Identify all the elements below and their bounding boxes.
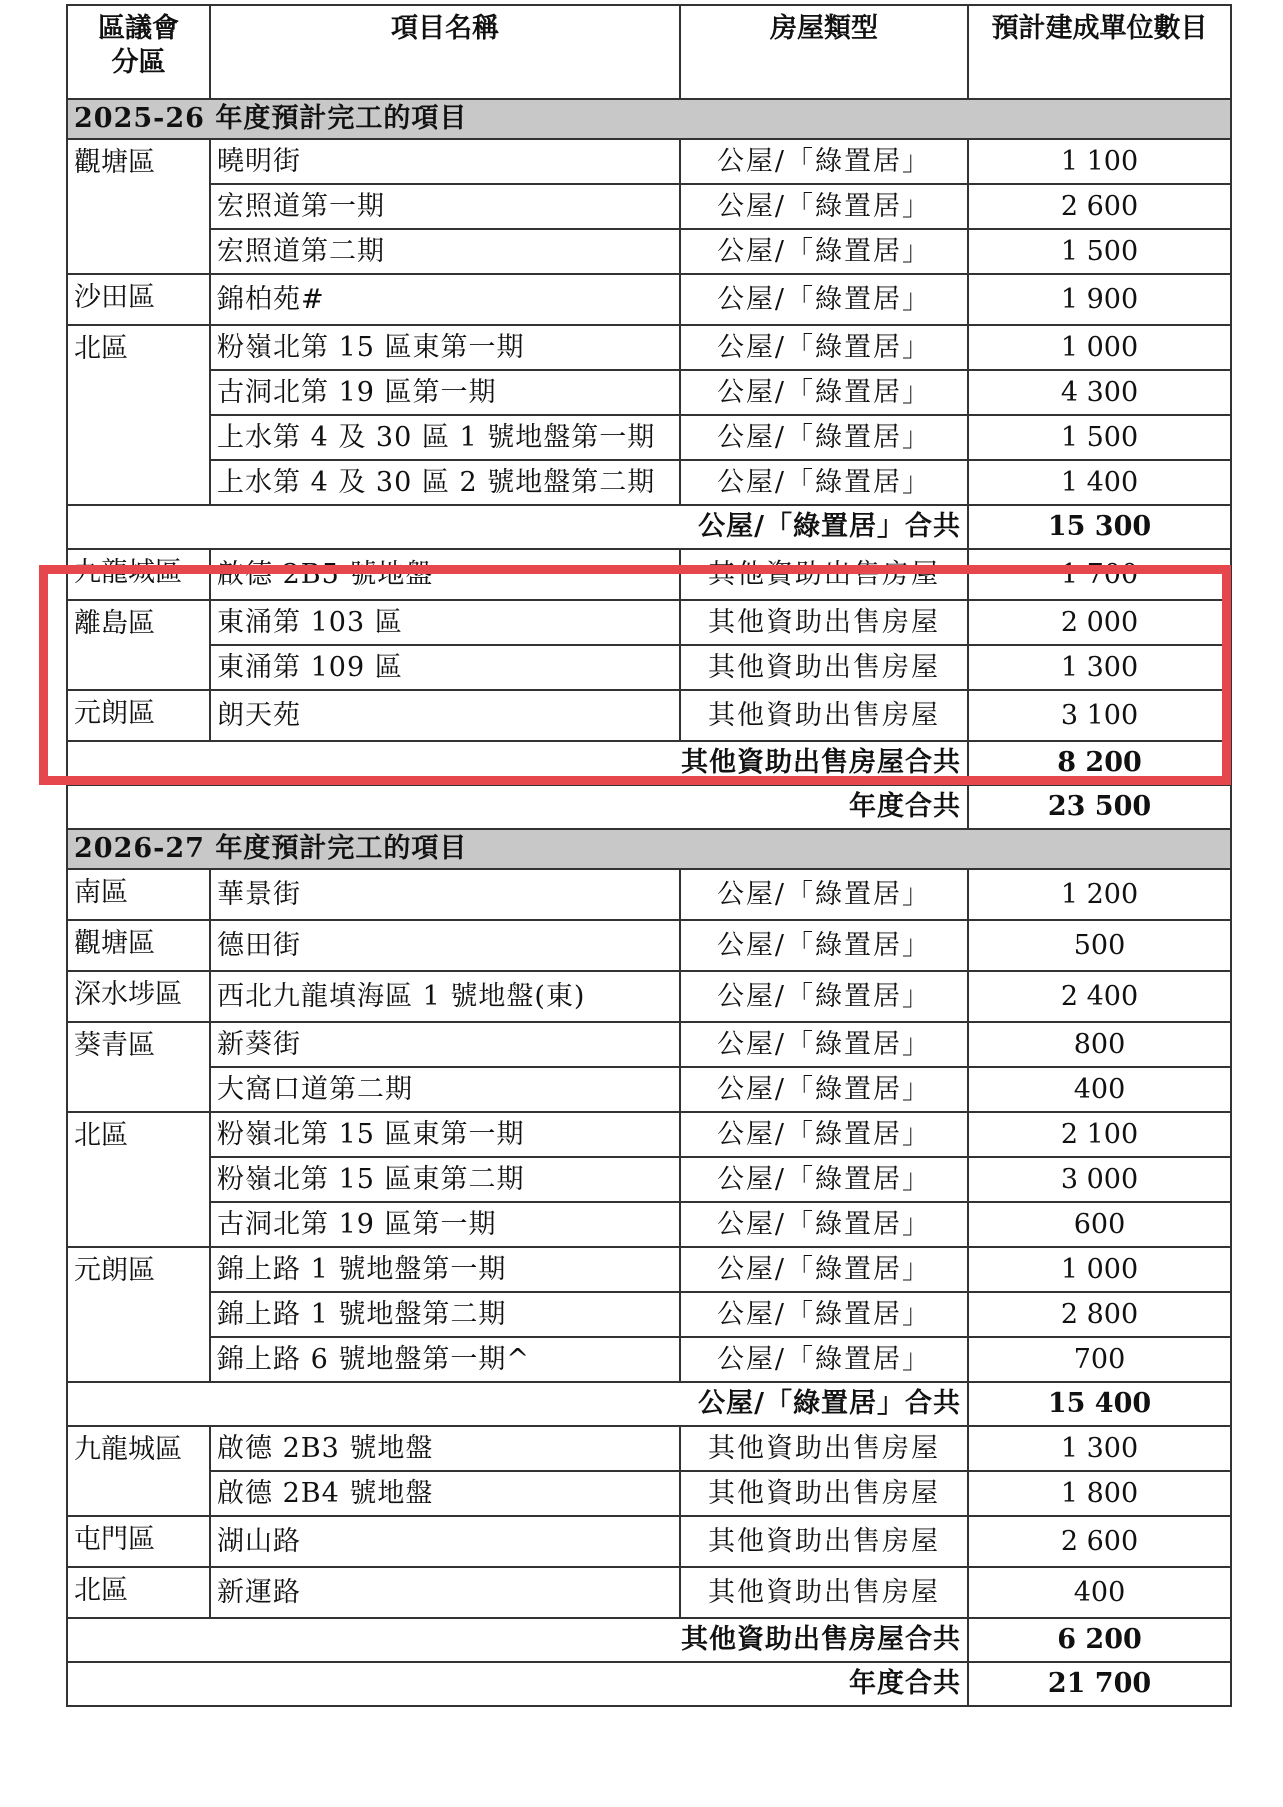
units-cell: 1 000 [968,325,1231,370]
other-subtotal-row-value: 8 200 [968,741,1231,785]
district-cell: 九龍城區 [67,1426,210,1516]
units-cell: 4 300 [968,370,1231,415]
table-row [67,1567,1231,1618]
project-cell: 德田街 [210,920,680,971]
type-cell: 公屋/「綠置居」 [680,1112,968,1157]
header-row [67,5,1231,99]
table-row [67,1516,1231,1567]
project-cell: 新葵街 [210,1022,680,1067]
project-cell: 錦上路 1 號地盤第一期 [210,1247,680,1292]
type-cell: 公屋/「綠置居」 [680,1247,968,1292]
other-subtotal-row-label: 其他資助出售房屋合共 [67,1618,968,1662]
header-units: 預計建成單位數目 [968,5,1231,99]
district-cell: 北區 [67,325,210,505]
units-cell: 600 [968,1202,1231,1247]
project-cell: 曉明街 [210,139,680,184]
table-row [67,1247,1231,1292]
table-row [67,325,1231,370]
units-cell: 1 500 [968,415,1231,460]
table-row [67,1157,1231,1202]
project-cell: 宏照道第二期 [210,229,680,274]
type-cell: 其他資助出售房屋 [680,1471,968,1516]
year-total-row-value: 23 500 [968,785,1231,829]
section-title: 2026-27 年度預計完工的項目 [67,829,1231,869]
header-project: 項目名稱 [210,5,680,99]
public-subtotal-row-value: 15 400 [968,1382,1231,1426]
project-cell: 古洞北第 19 區第一期 [210,1202,680,1247]
units-cell: 2 000 [968,600,1231,645]
type-cell: 公屋/「綠置居」 [680,139,968,184]
units-cell: 2 800 [968,1292,1231,1337]
district-cell: 元朗區 [67,1247,210,1382]
project-cell: 錦柏苑# [210,274,680,325]
year-total-row-label: 年度合共 [67,1662,968,1706]
table-row [67,549,1231,600]
district-cell: 葵青區 [67,1022,210,1112]
units-cell: 2 400 [968,971,1231,1022]
other-subtotal-row [67,1618,1231,1662]
type-cell: 其他資助出售房屋 [680,645,968,690]
district-cell: 離島區 [67,600,210,690]
table-row [67,869,1231,920]
district-cell: 南區 [67,869,210,920]
other-subtotal-row-label: 其他資助出售房屋合共 [67,741,968,785]
type-cell: 公屋/「綠置居」 [680,1067,968,1112]
table-row [67,1471,1231,1516]
units-cell: 1 500 [968,229,1231,274]
public-subtotal-row [67,505,1231,549]
type-cell: 公屋/「綠置居」 [680,370,968,415]
project-cell: 東涌第 109 區 [210,645,680,690]
district-cell: 觀塘區 [67,139,210,274]
section-title: 2025-26 年度預計完工的項目 [67,99,1231,139]
type-cell: 公屋/「綠置居」 [680,460,968,505]
units-cell: 2 100 [968,1112,1231,1157]
table-row [67,229,1231,274]
public-subtotal-row-label: 公屋/「綠置居」合共 [67,505,968,549]
section-header [67,99,1231,139]
project-cell: 啟德 2B3 號地盤 [210,1426,680,1471]
district-cell: 北區 [67,1567,210,1618]
project-cell: 粉嶺北第 15 區東第二期 [210,1157,680,1202]
table-row [67,920,1231,971]
district-cell: 九龍城區 [67,549,210,600]
project-cell: 粉嶺北第 15 區東第一期 [210,1112,680,1157]
units-cell: 400 [968,1567,1231,1618]
units-cell: 400 [968,1067,1231,1112]
public-subtotal-row [67,1382,1231,1426]
year-total-row [67,785,1231,829]
table-row [67,370,1231,415]
type-cell: 其他資助出售房屋 [680,1516,968,1567]
header-district: 區議會 分區 [67,5,210,99]
type-cell: 其他資助出售房屋 [680,1426,968,1471]
year-total-row [67,1662,1231,1706]
district-cell: 北區 [67,1112,210,1247]
type-cell: 其他資助出售房屋 [680,549,968,600]
header-type: 房屋類型 [680,5,968,99]
table-row [67,1337,1231,1382]
table-row [67,1202,1231,1247]
units-cell: 1 300 [968,1426,1231,1471]
units-cell: 2 600 [968,1516,1231,1567]
other-subtotal-row-value: 6 200 [968,1618,1231,1662]
units-cell: 500 [968,920,1231,971]
type-cell: 公屋/「綠置居」 [680,229,968,274]
project-cell: 朗天苑 [210,690,680,741]
project-cell: 宏照道第一期 [210,184,680,229]
units-cell: 3 000 [968,1157,1231,1202]
project-cell: 大窩口道第二期 [210,1067,680,1112]
type-cell: 公屋/「綠置居」 [680,1157,968,1202]
table-row [67,971,1231,1022]
units-cell: 1 700 [968,549,1231,600]
project-cell: 東涌第 103 區 [210,600,680,645]
year-total-row-value: 21 700 [968,1662,1231,1706]
project-cell: 上水第 4 及 30 區 1 號地盤第一期 [210,415,680,460]
table-row [67,1112,1231,1157]
table-row [67,600,1231,645]
units-cell: 1 800 [968,1471,1231,1516]
table-row [67,1022,1231,1067]
table-row [67,1426,1231,1471]
type-cell: 其他資助出售房屋 [680,1567,968,1618]
units-cell: 1 900 [968,274,1231,325]
units-cell: 1 100 [968,139,1231,184]
type-cell: 公屋/「綠置居」 [680,1022,968,1067]
units-cell: 2 600 [968,184,1231,229]
type-cell: 公屋/「綠置居」 [680,1292,968,1337]
housing-projects-table [66,4,1232,1707]
project-cell: 湖山路 [210,1516,680,1567]
table-row [67,139,1231,184]
project-cell: 華景街 [210,869,680,920]
project-cell: 粉嶺北第 15 區東第一期 [210,325,680,370]
project-cell: 西北九龍填海區 1 號地盤(東) [210,971,680,1022]
units-cell: 1 400 [968,460,1231,505]
units-cell: 1 000 [968,1247,1231,1292]
project-cell: 錦上路 6 號地盤第一期^ [210,1337,680,1382]
type-cell: 公屋/「綠置居」 [680,325,968,370]
table-row [67,460,1231,505]
table-row [67,645,1231,690]
year-total-row-label: 年度合共 [67,785,968,829]
type-cell: 公屋/「綠置居」 [680,971,968,1022]
project-cell: 上水第 4 及 30 區 2 號地盤第二期 [210,460,680,505]
table-row [67,274,1231,325]
type-cell: 公屋/「綠置居」 [680,415,968,460]
table-row [67,1292,1231,1337]
project-cell: 新運路 [210,1567,680,1618]
type-cell: 公屋/「綠置居」 [680,920,968,971]
units-cell: 700 [968,1337,1231,1382]
public-subtotal-row-value: 15 300 [968,505,1231,549]
project-cell: 啟德 2B5 號地盤 [210,549,680,600]
type-cell: 公屋/「綠置居」 [680,869,968,920]
district-cell: 觀塘區 [67,920,210,971]
units-cell: 1 200 [968,869,1231,920]
type-cell: 其他資助出售房屋 [680,690,968,741]
public-subtotal-row-label: 公屋/「綠置居」合共 [67,1382,968,1426]
other-subtotal-row [67,741,1231,785]
table-row [67,690,1231,741]
type-cell: 公屋/「綠置居」 [680,1337,968,1382]
district-cell: 深水埗區 [67,971,210,1022]
project-cell: 古洞北第 19 區第一期 [210,370,680,415]
type-cell: 公屋/「綠置居」 [680,274,968,325]
table-body [67,99,1231,1706]
type-cell: 其他資助出售房屋 [680,600,968,645]
units-cell: 800 [968,1022,1231,1067]
district-cell: 屯門區 [67,1516,210,1567]
units-cell: 3 100 [968,690,1231,741]
project-cell: 錦上路 1 號地盤第二期 [210,1292,680,1337]
table-row [67,1067,1231,1112]
units-cell: 1 300 [968,645,1231,690]
section-header [67,829,1231,869]
project-cell: 啟德 2B4 號地盤 [210,1471,680,1516]
type-cell: 公屋/「綠置居」 [680,1202,968,1247]
district-cell: 沙田區 [67,274,210,325]
type-cell: 公屋/「綠置居」 [680,184,968,229]
district-cell: 元朗區 [67,690,210,741]
table-row [67,415,1231,460]
table-row [67,184,1231,229]
